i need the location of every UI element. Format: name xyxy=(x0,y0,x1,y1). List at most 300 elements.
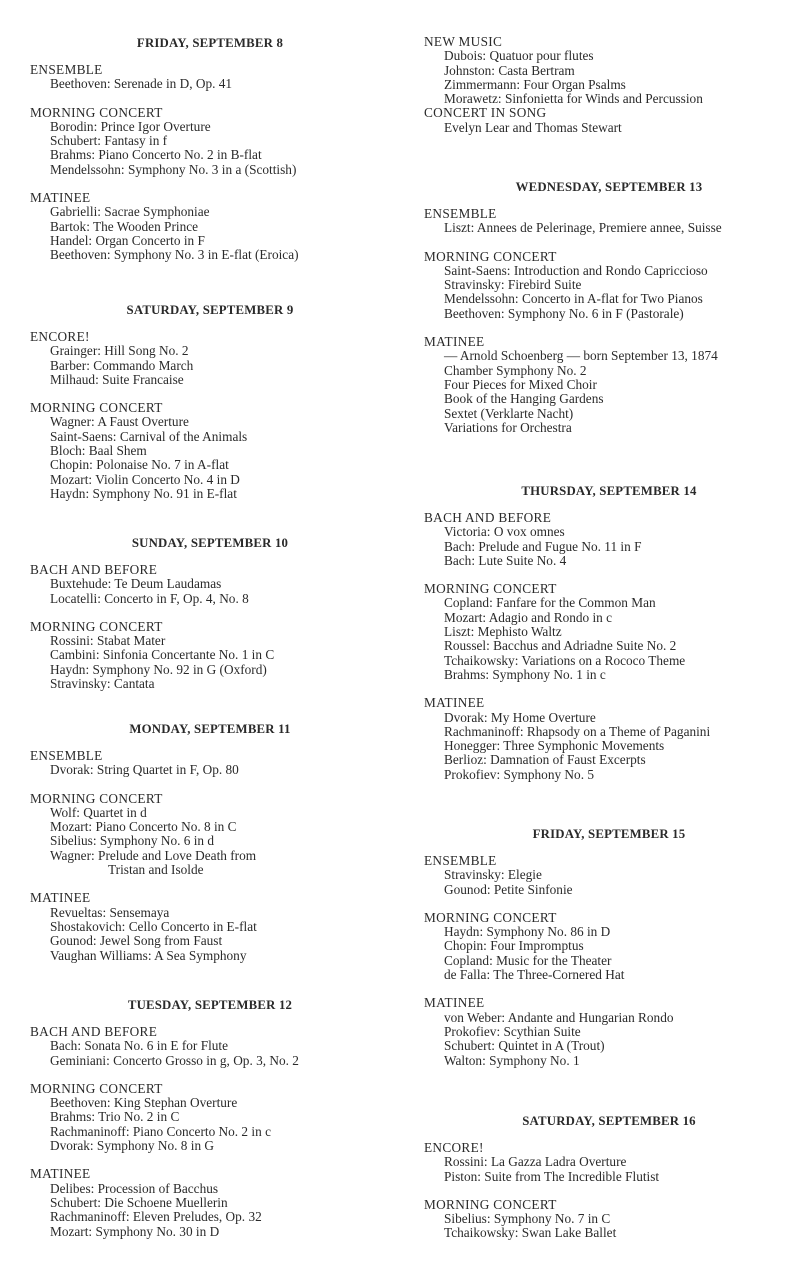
program-section xyxy=(30,106,390,177)
composer-name: Brahms xyxy=(444,666,486,682)
composer-name: Sibelius xyxy=(50,833,93,849)
program-section xyxy=(30,191,390,262)
program-section xyxy=(424,511,794,568)
separator: : xyxy=(479,924,487,940)
program-item xyxy=(424,1212,794,1226)
work-title: Sinfonia Concertante No. 1 in C xyxy=(102,647,275,663)
composer-name: Schubert xyxy=(50,133,98,149)
work-title: Sinfonietta for Winds and Percussion xyxy=(504,91,703,107)
work-title: Symphony No. 86 in D xyxy=(486,924,611,940)
composer-name: Gounod xyxy=(50,933,93,949)
composer-name: Liszt xyxy=(444,220,471,236)
section-title: ENSEMBLE xyxy=(30,62,103,77)
composer-name: Dubois xyxy=(444,48,483,64)
section-title: MORNING CONCERT xyxy=(30,400,163,416)
composer-name: Dvorak xyxy=(444,709,484,725)
program-item xyxy=(424,968,794,982)
work-title: Carnival of the Animals xyxy=(119,428,248,444)
separator: : xyxy=(471,552,479,568)
separator: : xyxy=(97,133,105,149)
composer-name: Brahms xyxy=(50,147,92,163)
work-title: The Three-Cornered Hat xyxy=(493,967,625,983)
program-section xyxy=(30,1167,390,1238)
program-section xyxy=(30,891,390,962)
separator: : xyxy=(516,76,524,92)
work-title: Serenade in D, Op. 41 xyxy=(113,76,233,92)
work-title: Symphony No. 6 in F (Pastorale) xyxy=(507,305,684,321)
work-title: Trio No. 2 in C xyxy=(98,1109,180,1125)
composer-name: Mozart xyxy=(444,609,483,625)
program-item xyxy=(30,677,390,691)
composer-name: Mozart xyxy=(50,1223,89,1239)
program-section xyxy=(424,582,794,682)
composer-name: Sibelius xyxy=(444,1211,487,1227)
composer-name: Chopin xyxy=(50,457,90,473)
composer-name: Locatelli xyxy=(50,590,98,606)
program-item xyxy=(30,205,390,219)
composer-name: Wagner xyxy=(50,414,92,430)
program-item xyxy=(424,596,794,610)
program-note: Variations for Orchestra xyxy=(444,419,572,435)
separator: : xyxy=(106,76,114,92)
program-item xyxy=(30,1039,390,1053)
separator: : xyxy=(85,661,93,677)
program-item xyxy=(424,711,794,725)
work-title: Sensemaya xyxy=(109,904,170,920)
separator: : xyxy=(470,624,478,640)
separator: : xyxy=(496,766,504,782)
composer-name: Rachmaninoff xyxy=(50,1123,126,1139)
program-item xyxy=(424,221,794,235)
composer-name: Rachmaninoff xyxy=(444,723,520,739)
separator: : xyxy=(491,1038,499,1054)
composer-name: Victoria xyxy=(444,524,487,540)
work-title: Concerto in A-flat for Two Pianos xyxy=(521,291,703,307)
program-item xyxy=(30,1182,390,1196)
program-item xyxy=(30,415,390,429)
work-title: Quatuor pour flutes xyxy=(489,48,594,64)
work-title: Casta Bertram xyxy=(498,62,575,78)
work-title: Die Schoene Muellerin xyxy=(104,1194,228,1210)
program-item xyxy=(30,634,390,648)
separator: : xyxy=(81,443,89,459)
composer-name: Mozart xyxy=(50,471,89,487)
separator: : xyxy=(102,904,110,920)
composer-name: Borodin xyxy=(50,118,94,134)
composer-name: Tchaikowsky xyxy=(444,1225,515,1241)
work-title: Cello Concerto in E-flat xyxy=(128,918,257,934)
composer-name: Geminiani xyxy=(50,1052,107,1068)
day-block xyxy=(30,535,390,705)
program-item xyxy=(30,906,390,920)
work-title: Adagio and Rondo in c xyxy=(488,609,613,625)
program-item xyxy=(30,663,390,677)
composer-name: Copland xyxy=(444,952,490,968)
work-title: King Stephan Overture xyxy=(113,1095,238,1111)
separator: : xyxy=(497,91,505,107)
program-section xyxy=(30,563,390,606)
separator: : xyxy=(514,291,522,307)
composer-name: Saint-Saens xyxy=(50,428,113,444)
work-title: The Wooden Prince xyxy=(92,218,199,234)
program-item xyxy=(424,611,794,625)
program-section xyxy=(424,250,794,321)
program-item xyxy=(30,1096,390,1110)
work-title: String Quartet in F, Op. 80 xyxy=(96,762,239,778)
program-item xyxy=(30,344,390,358)
composer-name: Delibes xyxy=(50,1180,91,1196)
composer-name: Milhaud xyxy=(50,371,96,387)
work-title: Symphony No. 5 xyxy=(503,766,594,782)
section-title: MORNING CONCERT xyxy=(30,618,163,634)
program-item xyxy=(30,120,390,134)
section-title: MORNING CONCERT xyxy=(424,909,557,925)
day-block xyxy=(424,826,794,1082)
section-title: MATINEE xyxy=(424,995,485,1011)
section-title: ENSEMBLE xyxy=(424,206,497,221)
program-item xyxy=(424,92,794,106)
program-section xyxy=(424,996,794,1067)
composer-name: Haydn xyxy=(444,924,480,940)
separator: : xyxy=(486,638,494,654)
composer-name: Chopin xyxy=(444,938,484,954)
day-block xyxy=(30,35,390,277)
work-title: O vox omnes xyxy=(493,524,565,540)
program-item xyxy=(424,64,794,78)
day-heading: FRIDAY, SEPTEMBER 8 xyxy=(136,36,284,50)
separator: : xyxy=(95,371,103,387)
separator: : xyxy=(483,938,491,954)
work-title: Concerto Grosso in g, Op. 3, No. 2 xyxy=(113,1052,299,1068)
separator: : xyxy=(486,967,494,983)
composer-name: Bach xyxy=(50,1038,78,1054)
separator: : xyxy=(106,1095,114,1111)
program-section xyxy=(424,35,794,106)
composer-name: Revueltas xyxy=(50,904,103,920)
program-item xyxy=(30,1225,390,1239)
work-title: Symphony No. 3 in E-flat (Eroica) xyxy=(113,247,299,263)
separator: : xyxy=(97,590,105,606)
work-title: Procession of Bacchus xyxy=(97,1180,219,1196)
work-title: Scythian Suite xyxy=(503,1023,581,1039)
work-title: Symphony No. 8 in G xyxy=(96,1138,215,1154)
program-section xyxy=(424,207,794,236)
program-section xyxy=(30,330,390,387)
section-title: ENSEMBLE xyxy=(424,853,497,868)
program-item xyxy=(30,763,390,777)
work-title: Cantata xyxy=(113,676,155,692)
program-item xyxy=(424,883,794,897)
program-item xyxy=(424,1155,794,1169)
program-item xyxy=(30,1054,390,1068)
program-item xyxy=(30,834,390,848)
work-title: Fanfare for the Common Man xyxy=(496,595,656,611)
separator: : xyxy=(90,1180,98,1196)
separator: : xyxy=(482,609,489,625)
work-title: Three Symphonic Movements xyxy=(503,738,665,754)
day-heading: SUNDAY, SEPTEMBER 10 xyxy=(131,536,289,550)
section-title: MORNING CONCERT xyxy=(424,581,557,597)
section-title: MATINEE xyxy=(30,890,91,906)
work-title: Piano Concerto No. 2 in B-flat xyxy=(98,147,262,163)
composer-name: Stravinsky xyxy=(444,277,501,293)
program-section xyxy=(424,106,794,135)
program-item xyxy=(424,1170,794,1184)
day-heading: MONDAY, SEPTEMBER 11 xyxy=(129,722,291,736)
separator: : xyxy=(85,485,93,501)
section-title: ENCORE! xyxy=(30,329,90,344)
composer-name: Gabrielli xyxy=(50,204,98,220)
work-title: Symphony No. 1 in c xyxy=(492,666,606,682)
separator: : xyxy=(496,738,504,754)
program-section xyxy=(30,1025,390,1068)
section-title: CONCERT IN SONG xyxy=(424,105,547,121)
day-heading: WEDNESDAY, SEPTEMBER 13 xyxy=(515,180,703,194)
program-section xyxy=(30,1082,390,1153)
separator: : xyxy=(106,676,114,692)
work-title: Commando March xyxy=(93,357,194,373)
separator: : xyxy=(97,1194,105,1210)
work-title: Bacchus and Adriadne Suite No. 2 xyxy=(493,638,677,654)
program-section xyxy=(424,1198,794,1241)
section-title: MORNING CONCERT xyxy=(30,104,163,120)
program-item xyxy=(424,49,794,63)
work-title: Symphony No. 1 xyxy=(489,1052,580,1068)
program-item xyxy=(30,1125,390,1139)
work-title: Quartet in d xyxy=(83,804,147,820)
program-item xyxy=(30,234,390,248)
work-title: My Home Overture xyxy=(490,709,596,725)
composer-name: Copland xyxy=(444,595,490,611)
work-title: Symphony No. 6 in d xyxy=(99,833,215,849)
work-title: Elegie xyxy=(507,867,542,883)
program-item xyxy=(30,248,390,262)
work-title: Symphony No. 7 in C xyxy=(493,1211,611,1227)
composer-name: Buxtehude xyxy=(50,576,108,592)
section-title: MATINEE xyxy=(30,190,91,206)
program-section xyxy=(30,401,390,501)
separator: : xyxy=(486,1211,494,1227)
separator: : xyxy=(501,1009,508,1025)
work-title: Swan Lake Ballet xyxy=(521,1225,617,1241)
separator: : xyxy=(483,752,491,768)
composer-name: Dvorak xyxy=(50,762,90,778)
day-block xyxy=(30,302,390,515)
program-item xyxy=(30,1139,390,1153)
work-title: Piano Concerto No. 2 in c xyxy=(132,1123,271,1139)
work-title: Quintet in A (Trout) xyxy=(498,1038,605,1054)
composer-name: Beethoven xyxy=(50,76,107,92)
work-title: Piano Concerto No. 8 in C xyxy=(95,819,237,835)
composer-name: Stravinsky xyxy=(50,676,107,692)
work-title: La Gazza Ladra Overture xyxy=(490,1154,627,1170)
work-title: Concerto in F, Op. 4, No. 8 xyxy=(104,590,249,606)
section-title: BACH AND BEFORE xyxy=(30,1024,158,1039)
work-title: Polonaise No. 7 in A-flat xyxy=(96,457,229,473)
program-item xyxy=(30,444,390,458)
work-title: Violin Concerto No. 4 in D xyxy=(95,471,240,487)
separator: : xyxy=(482,48,490,64)
program-item xyxy=(30,648,390,662)
separator: : xyxy=(489,595,497,611)
day-heading: THURSDAY, SEPTEMBER 14 xyxy=(521,484,697,498)
program-section xyxy=(424,1141,794,1184)
section-title: MORNING CONCERT xyxy=(424,248,557,264)
program-item xyxy=(424,654,794,668)
work-title: Annees de Pelerinage, Premiere annee, Suisse xyxy=(476,220,722,236)
separator: : xyxy=(483,709,491,725)
work-title: Prelude and Love Death from xyxy=(98,847,257,863)
program-item xyxy=(424,525,794,539)
day-heading: FRIDAY, SEPTEMBER 15 xyxy=(532,827,686,841)
day-heading: SATURDAY, SEPTEMBER 16 xyxy=(522,1114,696,1128)
program-section xyxy=(424,911,794,982)
composer-name: Mozart xyxy=(50,819,89,835)
work-title: Music for the Theater xyxy=(496,952,612,968)
program-item xyxy=(30,577,390,591)
program-item xyxy=(424,639,794,653)
composer-name: Schubert xyxy=(444,1038,492,1054)
composer-name: Liszt xyxy=(444,624,471,640)
work-title: Te Deum Laudamas xyxy=(114,576,222,592)
program-item xyxy=(30,220,390,234)
separator: : xyxy=(500,867,508,883)
program-item xyxy=(424,292,794,306)
composer-name: Gounod xyxy=(444,881,487,897)
composer-name: Roussel xyxy=(444,638,487,654)
program-item xyxy=(424,1226,794,1240)
separator: : xyxy=(88,471,96,487)
composer-name: de Falla xyxy=(444,967,487,983)
composer-name: Dvorak xyxy=(50,1138,90,1154)
separator: : xyxy=(120,161,128,177)
composer-name: Walton xyxy=(444,1052,483,1068)
program-item xyxy=(30,849,390,863)
work-title: Petite Sinfonie xyxy=(493,881,573,897)
separator: : xyxy=(95,647,103,663)
composer-name: Morawetz xyxy=(444,91,498,107)
composer-name: von Weber xyxy=(444,1009,502,1025)
separator: : xyxy=(89,457,97,473)
separator: : xyxy=(125,1209,133,1225)
program-item xyxy=(30,820,390,834)
program-item xyxy=(424,753,794,767)
separator: : xyxy=(92,833,100,849)
composer-name: Rossini xyxy=(50,633,90,649)
work-title: Baal Shem xyxy=(88,443,147,459)
program-item xyxy=(30,458,390,472)
separator: : xyxy=(89,762,97,778)
program-item xyxy=(424,1039,794,1053)
program-item xyxy=(424,668,794,682)
program-item xyxy=(424,725,794,739)
separator: : xyxy=(106,247,114,263)
program-section xyxy=(30,749,390,778)
work-title: Symphony No. 30 in D xyxy=(95,1223,220,1239)
work-title: Hill Song No. 2 xyxy=(104,343,189,359)
separator: : xyxy=(88,232,96,248)
composer-name: Rossini xyxy=(444,1154,484,1170)
program-item xyxy=(424,739,794,753)
separator: : xyxy=(470,220,477,236)
section-title: ENCORE! xyxy=(424,1140,484,1155)
composer-name: Mendelssohn xyxy=(50,161,121,177)
separator: : xyxy=(500,305,508,321)
program-item xyxy=(424,264,794,278)
composer-name: Bartok xyxy=(50,218,87,234)
work-title: Lute Suite No. 4 xyxy=(478,552,567,568)
work-title: Symphony No. 3 in a (Scottish) xyxy=(127,161,297,177)
composer-name: Berlioz xyxy=(444,752,484,768)
program-item xyxy=(424,868,794,882)
composer-name: Bach xyxy=(444,552,472,568)
composer-name: Grainger xyxy=(50,343,98,359)
program-item xyxy=(30,163,390,177)
composer-name: Shostakovich xyxy=(50,918,122,934)
section-title: ENSEMBLE xyxy=(30,748,103,763)
program-item xyxy=(30,77,390,91)
program-note: — Arnold Schoenberg — born September 13, 1874 xyxy=(444,348,718,364)
program-section xyxy=(30,792,390,878)
composer-name: Haydn xyxy=(50,485,86,501)
program-item xyxy=(30,949,390,963)
program-item xyxy=(424,1025,794,1039)
work-title: Variations on a Rococo Theme xyxy=(521,652,686,668)
program-item xyxy=(424,625,794,639)
program-item xyxy=(30,592,390,606)
separator: : xyxy=(93,118,101,134)
work-title: Damnation of Faust Excerpts xyxy=(490,752,646,768)
composer-name: Honegger xyxy=(444,738,497,754)
composer-name: Bach xyxy=(444,538,472,554)
work-title: Suite Francaise xyxy=(102,371,184,387)
separator: : xyxy=(89,633,97,649)
separator: : xyxy=(486,524,494,540)
program-note: Book of the Hanging Gardens xyxy=(444,391,604,407)
program-item xyxy=(30,1110,390,1124)
day-block xyxy=(424,35,794,149)
program-note: Four Pieces for Mixed Choir xyxy=(444,376,597,392)
separator: : xyxy=(97,204,105,220)
separator: : xyxy=(86,218,93,234)
section-title: MATINEE xyxy=(424,334,485,350)
section-title: BACH AND BEFORE xyxy=(424,510,552,525)
program-item xyxy=(424,768,794,782)
program-section xyxy=(424,854,794,897)
work-title: Mephisto Waltz xyxy=(477,624,562,640)
composer-name: Handel xyxy=(50,232,89,248)
separator: : xyxy=(477,1168,485,1184)
work-title: Stabat Mater xyxy=(96,633,166,649)
composer-name: Tchaikowsky xyxy=(444,652,515,668)
composer-name: Beethoven xyxy=(444,305,501,321)
separator: : xyxy=(91,414,98,430)
day-block xyxy=(424,483,794,796)
work-title: Andante and Hungarian Rondo xyxy=(507,1009,674,1025)
work-title: Eleven Preludes, Op. 32 xyxy=(132,1209,262,1225)
composer-name: Vaughan Williams xyxy=(50,947,148,963)
work-title: Symphony No. 91 in E-flat xyxy=(92,485,237,501)
program-item xyxy=(424,1054,794,1068)
composer-name: Saint-Saens xyxy=(444,262,507,278)
program-item xyxy=(424,307,794,321)
program-item xyxy=(424,954,794,968)
composer-name: Haydn xyxy=(50,661,86,677)
composer-name: Bloch xyxy=(50,443,82,459)
separator: : xyxy=(77,1038,85,1054)
program-item xyxy=(30,134,390,148)
program-item xyxy=(424,554,794,568)
